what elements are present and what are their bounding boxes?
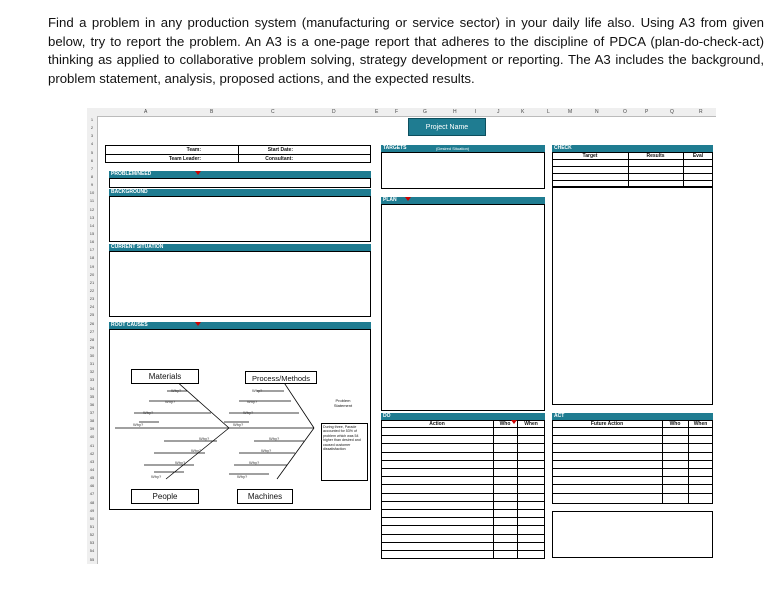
current-situation-label: CURRENT SITUATION — [111, 244, 164, 250]
why-label: Why? — [233, 422, 244, 427]
team-info-rowline — [105, 154, 371, 155]
problem-need-label: PROBLEM/NEED — [111, 171, 152, 177]
table-row-line — [552, 476, 713, 477]
row-number: 11 — [89, 198, 95, 204]
row-number: 1 — [90, 117, 94, 122]
targets-area[interactable] — [381, 152, 545, 189]
table-row-line — [552, 443, 713, 444]
do-label: DO — [383, 413, 391, 419]
row-number: 41 — [89, 442, 95, 448]
col-m: M — [568, 109, 573, 115]
act-col-divider — [662, 420, 663, 504]
comment-marker-icon — [195, 171, 201, 175]
plan-header — [381, 197, 545, 204]
fishbone-materials-box: Materials — [131, 369, 199, 384]
table-row-line — [381, 542, 545, 543]
row-number: 37 — [89, 410, 95, 416]
background-header — [109, 189, 371, 196]
act-col-divider — [688, 420, 689, 504]
table-row-line — [381, 468, 545, 469]
why-label: Why? — [143, 410, 154, 415]
row-number: 23 — [89, 296, 95, 302]
table-row-line — [552, 173, 713, 174]
table-row-line — [381, 427, 545, 428]
background-area[interactable] — [109, 196, 371, 242]
row-number: 16 — [89, 239, 95, 245]
row-number: 51 — [89, 524, 95, 529]
comment-marker-icon — [405, 197, 411, 201]
row-number: 49 — [89, 507, 95, 513]
row-number: 34 — [89, 385, 95, 391]
row-number: 33 — [89, 377, 95, 383]
table-row-line — [381, 534, 545, 535]
instructions-paragraph: Find a problem in any production system (manufacturing or service sector) in your daily life also. Using A3 from given below, try to report the problem. An A3 is a one-page report that adheres to the discipline of PDCA (plan-do-check-act) thinking as applied to collaborative problem solving, strategy development or reporting. The A3 includes the background, problem statement, analysis, proposed actions, and the expected results. — [48, 15, 764, 86]
check-results-header: Results — [646, 153, 665, 159]
col-p: P — [645, 109, 649, 115]
why-label: Why? — [252, 388, 263, 393]
col-d: D — [332, 109, 336, 115]
problem-need-header — [109, 171, 371, 178]
check-header — [552, 145, 713, 152]
table-row-line — [552, 180, 713, 181]
row-number: 36 — [89, 401, 95, 407]
a3-spreadsheet — [87, 108, 716, 564]
col-c: C — [271, 109, 275, 115]
comment-marker-icon — [511, 420, 517, 424]
row-number: 38 — [89, 418, 95, 424]
act-when-header: When — [693, 421, 708, 427]
reflections-area[interactable] — [552, 511, 713, 558]
fishbone-machines-box: Machines — [237, 489, 293, 504]
col-h: H — [453, 109, 457, 115]
row-number: 39 — [89, 426, 95, 432]
row-number: 20 — [89, 271, 95, 277]
do-who-header: Who — [499, 421, 511, 427]
table-row-line — [552, 484, 713, 485]
row-number: 44 — [89, 467, 95, 473]
problem-statement-label: Problem Statement — [333, 398, 353, 408]
targets-header — [381, 145, 545, 152]
row-number: 4 — [90, 141, 94, 147]
row-number: 42 — [89, 450, 95, 456]
table-row-line — [552, 427, 713, 428]
table-row-line — [381, 443, 545, 444]
row-number: 13 — [89, 214, 95, 220]
col-j: J — [497, 109, 500, 115]
table-row-line — [552, 166, 713, 167]
row-number: 27 — [89, 328, 95, 334]
col-e: E — [375, 109, 379, 115]
fishbone-people-box: People — [131, 489, 199, 504]
act-header — [552, 413, 713, 420]
table-row-line — [381, 501, 545, 502]
consultant-label: Consultant: — [265, 156, 293, 162]
col-k: K — [521, 109, 525, 115]
background-label: BACKGROUND — [111, 189, 148, 195]
table-row-line — [381, 509, 545, 510]
row-number: 26 — [89, 320, 95, 326]
row-number: 15 — [89, 230, 95, 236]
row-number: 32 — [89, 369, 95, 375]
table-row-line — [552, 468, 713, 469]
row-number: 48 — [89, 499, 95, 505]
row-number: 8 — [90, 173, 94, 179]
col-b: B — [210, 109, 214, 115]
col-o: O — [623, 109, 627, 115]
row-number: 35 — [89, 393, 95, 399]
table-row-line — [552, 159, 713, 160]
row-number: 10 — [89, 190, 95, 196]
why-label: Why? — [261, 448, 272, 453]
why-label: Why? — [171, 388, 182, 393]
why-label: Why? — [243, 410, 254, 415]
why-label: Why? — [269, 436, 280, 441]
col-f: F — [395, 109, 399, 115]
why-label: Why? — [165, 399, 176, 404]
row-number: 21 — [89, 279, 95, 285]
why-label: Why? — [191, 448, 202, 453]
targets-label: TARGETS — [383, 145, 407, 151]
row-number: 53 — [89, 540, 95, 546]
col-i: I — [475, 109, 477, 115]
column-header-bar — [87, 108, 716, 117]
row-header-bar — [87, 116, 98, 564]
fishbone-bone-people — [166, 428, 229, 479]
check-area[interactable] — [552, 187, 713, 405]
row-number: 22 — [89, 287, 95, 293]
check-col-divider — [628, 152, 629, 187]
table-row-line — [381, 550, 545, 551]
col-n: N — [595, 109, 599, 115]
row-number: 50 — [89, 515, 95, 521]
row-number: 5 — [90, 149, 94, 155]
check-col-divider — [683, 152, 684, 187]
row-number: 12 — [89, 206, 95, 212]
row-number: 7 — [90, 165, 94, 171]
root-causes-header — [109, 322, 371, 329]
col-g: G — [423, 109, 427, 115]
row-number: 19 — [89, 263, 95, 269]
table-row-line — [552, 452, 713, 453]
col-q: Q — [670, 109, 674, 115]
fishbone-process-box: Process/Methods — [245, 371, 317, 384]
col-l: L — [547, 109, 550, 115]
row-number: 18 — [89, 255, 95, 261]
problem-statement-box[interactable]: During three, Parade accounted for 53% of problem which was 54 higher than desired and caused customer dissatisfaction — [321, 423, 368, 481]
why-label: Why? — [151, 474, 162, 479]
table-row-line — [381, 476, 545, 477]
do-header — [381, 413, 545, 420]
fishbone-bone-machines — [277, 428, 314, 479]
project-name-box[interactable]: Project Name — [408, 118, 486, 136]
current-situation-area[interactable] — [109, 251, 371, 317]
row-number: 47 — [89, 491, 95, 497]
check-eval-header: Eval — [692, 153, 704, 159]
check-label: CHECK — [554, 145, 572, 151]
table-row-line — [381, 484, 545, 485]
row-number: 45 — [89, 475, 95, 481]
why-label: Why? — [199, 436, 210, 441]
do-col-divider — [517, 420, 518, 559]
table-row-line — [381, 452, 545, 453]
row-number: 54 — [89, 548, 95, 554]
team-leader-label: Team Leader: — [168, 156, 201, 162]
team-label: Team: — [186, 147, 201, 153]
act-label: ACT — [554, 413, 565, 419]
current-situation-header — [109, 244, 371, 251]
do-action-header: Action — [429, 421, 445, 427]
row-number: 25 — [89, 312, 95, 318]
comment-marker-icon — [195, 322, 201, 326]
row-number: 52 — [89, 532, 95, 538]
row-number: 9 — [90, 182, 94, 188]
row-number: 2 — [90, 125, 94, 131]
row-number: 43 — [89, 458, 95, 464]
plan-label: PLAN — [383, 197, 397, 203]
why-label: Why? — [247, 399, 258, 404]
table-row-line — [381, 435, 545, 436]
plan-area[interactable] — [381, 204, 545, 411]
row-number: 30 — [89, 353, 95, 359]
problem-need-area[interactable] — [109, 178, 371, 188]
table-row-line — [381, 460, 545, 461]
row-number: 14 — [89, 222, 95, 228]
do-when-header: When — [524, 421, 538, 427]
table-row-line — [381, 493, 545, 494]
why-label: Why? — [237, 474, 248, 479]
row-number: 55 — [89, 556, 95, 562]
do-table[interactable] — [381, 420, 545, 559]
fishbone-diagram — [109, 329, 371, 510]
row-number: 29 — [89, 344, 95, 350]
row-number: 6 — [90, 157, 94, 163]
row-number: 46 — [89, 483, 95, 489]
row-number: 17 — [89, 247, 95, 253]
why-label: Why? — [175, 460, 186, 465]
col-r: R — [699, 109, 703, 115]
start-date-label: Start Date: — [267, 147, 293, 153]
table-row-line — [381, 525, 545, 526]
row-number: 40 — [89, 434, 95, 440]
why-label: Why? — [249, 460, 260, 465]
act-who-header: Who — [669, 421, 681, 427]
table-row-line — [552, 435, 713, 436]
desired-situation-label: (Desired Situation) — [436, 146, 470, 151]
row-number: 28 — [89, 336, 95, 342]
table-row-line — [381, 517, 545, 518]
root-causes-label: ROOT CAUSES — [111, 322, 148, 328]
check-target-header: Target — [582, 153, 598, 159]
col-a: A — [144, 109, 148, 115]
table-row-line — [552, 493, 713, 494]
row-number: 24 — [89, 304, 95, 310]
do-col-divider — [493, 420, 494, 559]
row-number: 31 — [89, 361, 95, 367]
row-number: 3 — [90, 133, 94, 139]
why-label: Why? — [133, 422, 144, 427]
table-row-line — [552, 460, 713, 461]
act-future-action-header: Future Action — [590, 421, 624, 427]
